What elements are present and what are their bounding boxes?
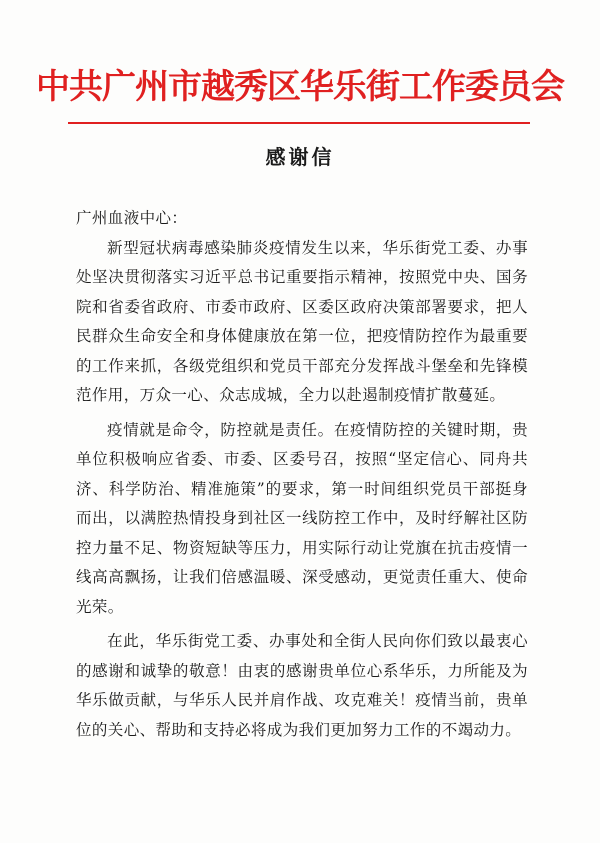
paragraph-2: 疫情就是命令，防控就是责任。在疫情防控的关键时期，贵单位积极响应省委、市委、区委号召，按照“坚定信心、同舟共济、科学防治、精准施策”的要求，第一时间组织党员干部挺身而出，以满腔热情投身到社区一线防控工作中，及时纾解社区防控力量不足、物资短缺等压力，用实际行动让党旗在抗击疫情一线高高飘扬，让我们倍感温暖、深受感动，更觉责任重大、使命光荣。 [76,420,528,616]
salutation: 广州血液中心： [76,209,188,227]
paragraph-3: 在此，华乐街党工委、办事处和全街人民向你们致以最衷心的感谢和诚挚的敬意！由衷的感谢贵单位心系华乐，力所能及为华乐做贡献，与华乐人民并肩作战、攻克难关！疫情当前，贵单位的关心、帮助和支持必将成为我们更加努力工作的不竭动力。 [76,632,528,739]
letterhead-title: 中共广州市越秀区华乐街工作委员会 [36,67,564,107]
letterhead-red-rule [68,122,530,124]
letter-title: 感谢信 [265,145,335,169]
letter-body [76,204,528,745]
paragraph-1: 新型冠状病毒感染肺炎疫情发生以来，华乐街党工委、办事处坚决贯彻落实习近平总书记重要指示精神，按照党中央、国务院和省委省政府、市委市政府、区委区政府决策部署要求，把人民群众生命安全和身体健康放在第一位，把疫情防控作为最重要的工作来抓，各级党组织和党员干部充分发挥战斗堡垒和先锋模范作用，万众一心、众志成城，全力以赴遏制疫情扩散蔓延。 [76,238,528,404]
